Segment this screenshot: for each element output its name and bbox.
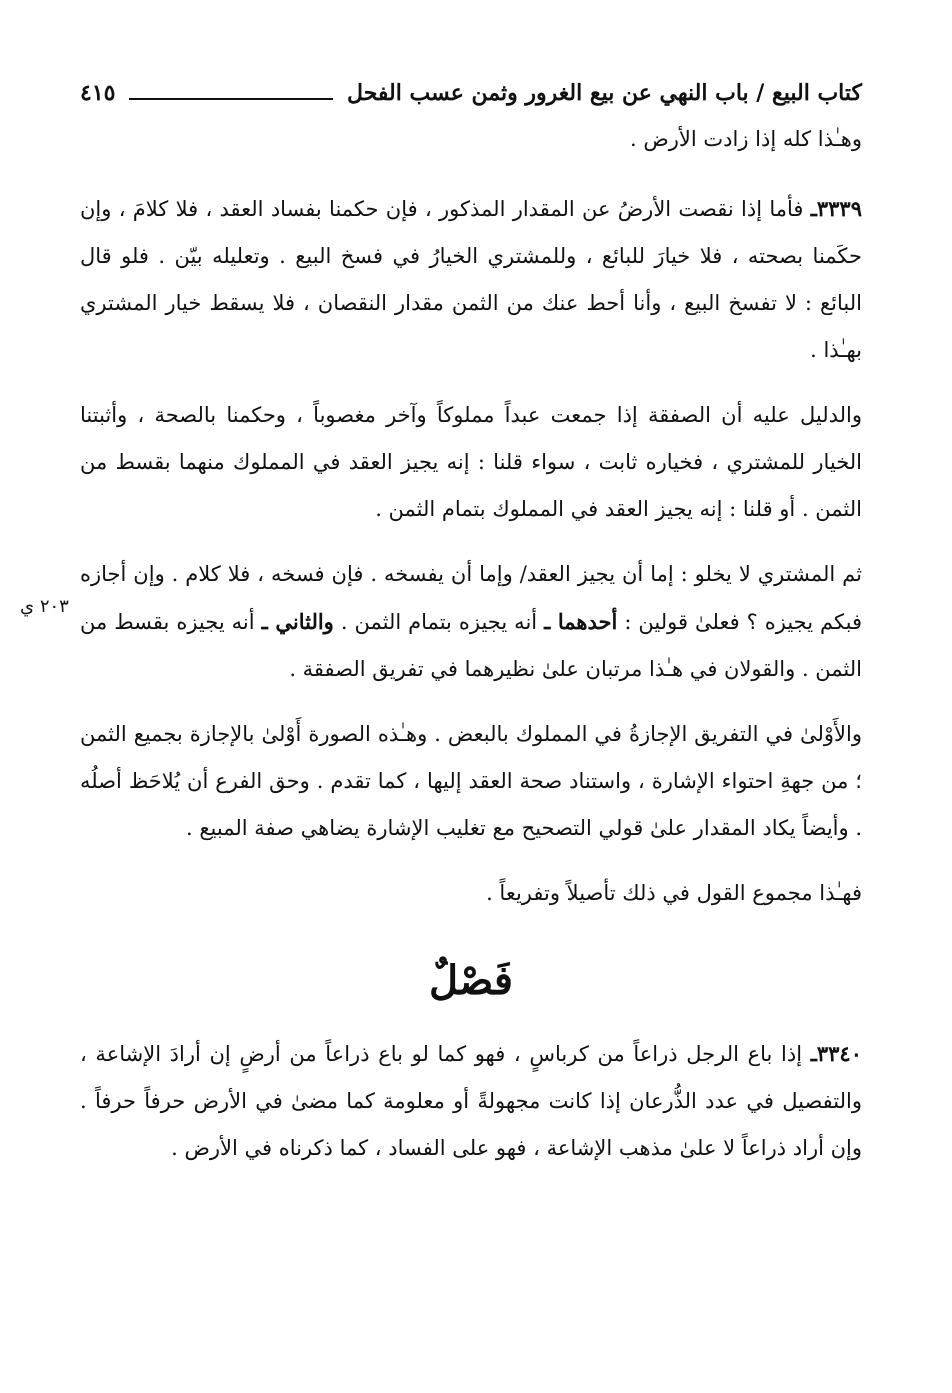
- book-page: [20, 70, 862, 1350]
- paragraph-3339: [80, 185, 862, 374]
- bold-term: أحدهما ـ: [544, 609, 618, 634]
- header-rule: [129, 98, 333, 100]
- paragraph-text: أنه يجيزه بتمام الثمن .: [333, 610, 545, 634]
- paragraph-text: أنه يجيزه بقسط من الثمن . والقولان في هـٰذا مرتبان علىٰ نظيرهما في تفريق الصفقة .: [80, 610, 862, 681]
- paragraph-buyer: [80, 551, 862, 693]
- paragraph-summary: فهـٰذا مجموع القول في ذلك تأصيلاً وتفريعاً .: [486, 881, 862, 905]
- paragraph-evidence: والدليل عليه أن الصفقة إذا جمعت عبداً مملوكاً وآخر مغصوباً ، وحكمنا بالصحة ، وأثبتنا الخيار للمشتري ، فخياره ثابت ، سواء قلنا : إنه يجيز العقد في المملوك منهما بقسط من الثمن . أو قلنا : إنه يجيز العقد في المملوك بتمام الثمن .: [80, 403, 862, 521]
- bold-term: والثاني ـ: [261, 609, 334, 634]
- running-header: [80, 70, 862, 116]
- paragraph-preference: والأَوْلىٰ في التفريق الإجازةُ في المملوك بالبعض . وهـٰذه الصورة أَوْلىٰ بالإجازة بجميع الثمن ؛ من جهةِ احتواء الإشارة ، واستناد صحة العقد إليها ، كما تقدم . وحق الفرع أن يُلاحَظ أصلُه . وأيضاً يكاد المقدار علىٰ قولي التصحيح مع تغليب الإشارة يضاهي صفة المبيع .: [80, 722, 862, 840]
- paragraph-0: وهـٰذا كله إذا زادت الأرض .: [630, 127, 862, 151]
- header-title: كتاب البيع / باب النهي عن بيع الغرور وثمن عسب الفحل: [347, 80, 862, 106]
- paragraph-text: فأما إذا نقصت الأرضُ عن المقدار المذكور ، فإن حكمنا بفساد العقد ، فلا كلامَ ، وإن حكَمنا بصحته ، فلا خيارَ للبائع ، وللمشتري الخيارُ في فسخ البيع . وتعليله بيّن . فلو قال البائع : لا تفسخ البيع ، وأنا أحط عنك من الثمن مقدار النقصان ، فلا يسقط خيار المشتري بهـٰذا .: [80, 197, 862, 362]
- page-number: ٤١٥: [80, 80, 116, 106]
- margin-note: ٢٠٣ ي: [20, 596, 69, 617]
- paragraph-3340: [80, 1030, 862, 1172]
- paragraph-number: ٣٣٣٩ـ: [810, 196, 862, 221]
- paragraph-text: ثم المشتري لا يخلو : إما أن يجيز العقد/ وإما أن يفسخه . فإن فسخه ، فلا كلام . وإن أجازه فبكم يجيزه ؟ فعلىٰ قولين :: [80, 562, 862, 634]
- paragraph-number: ٣٣٤٠ـ: [810, 1041, 862, 1066]
- section-heading-fasl: فَصْلٌ: [428, 957, 514, 1004]
- paragraph-text: إذا باع الرجل ذراعاً من كرباسٍ ، فهو كما لو باع ذراعاً من أرضٍ إن أرادَ الإشاعة ، والتفصيل في عدد الذُّرعان إذا كانت مجهولةً أو معلومة كما مضىٰ في الأرض حرفاً حرفاً . وإن أراد ذراعاً لا علىٰ مذهب الإشاعة ، فهو على الفساد ، كما ذكرناه في الأرض .: [80, 1042, 862, 1160]
